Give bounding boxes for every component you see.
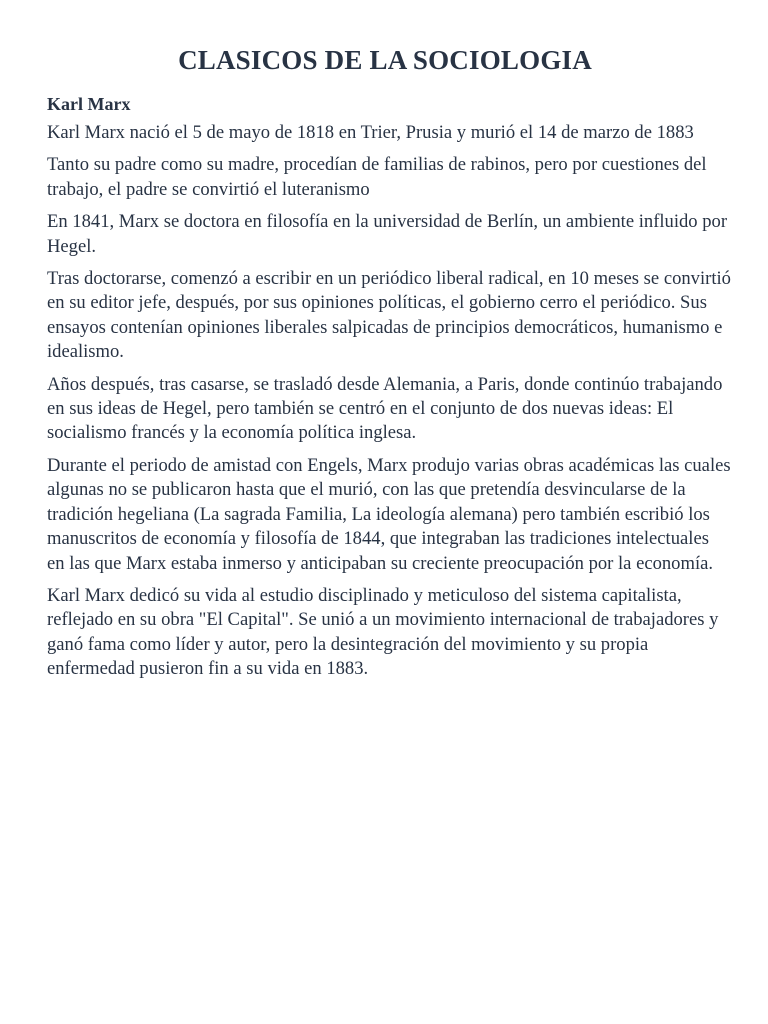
paragraph-birth-death: Karl Marx nació el 5 de mayo de 1818 en Trier, Prusia y murió el 14 de marzo de 1883 bbox=[47, 122, 694, 143]
document-title: CLASICOS DE LA SOCIOLOGIA bbox=[178, 45, 592, 75]
paragraph-newspaper: Tras doctorarse, comenzó a escribir en un periódico liberal radical, en 10 meses se convirtió en su editor jefe, después, por sus opiniones políticas, el gobierno cerro el periódico. Sus ensayos contenían opiniones liberales salpicadas de principios democráticos, humanismo e idealismo. bbox=[47, 268, 731, 363]
paragraph-capital: Karl Marx dedicó su vida al estudio disciplinado y meticuloso del sistema capitalista, reflejado en su obra "El Capital". Se unió a un movimiento internacional de trabajadores y ganó fama como líder y autor, pero la desintegración del movimiento y su propia enfermedad pusieron fin a su vida en 1883. bbox=[47, 584, 719, 680]
paragraph-doctorate: En 1841, Marx se doctora en filosofía en la universidad de Berlín, un ambiente influido por Hegel. bbox=[47, 211, 728, 257]
paragraph-paris: Años después, tras casarse, se trasladó desde Alemania, a Paris, donde continúo trabajando en sus ideas de Hegel, pero también se centró en el conjunto de dos nuevas ideas: El socialismo francés y la economía política inglesa. bbox=[47, 373, 723, 444]
paragraph-engels: Durante el periodo de amistad con Engels, Marx produjo varias obras académicas las cuales algunas no se publicaron hasta que el murió, con las que pretendía desvincularse de la tradición hegeliana (La sagrada Familia, La ideología alemana) pero también escribió los manuscritos de economía y filosofía de 1844, que integraban las tradiciones intelectuales en las que Marx estaba inmerso y anticipaban su creciente preocupación por la economía. bbox=[47, 454, 731, 574]
paragraph-family: Tanto su padre como su madre, procedían de familias de rabinos, pero por cuestiones del trabajo, el padre se convirtió el luteranismo bbox=[47, 154, 707, 200]
section-heading-karl-marx: Karl Marx bbox=[47, 94, 131, 114]
